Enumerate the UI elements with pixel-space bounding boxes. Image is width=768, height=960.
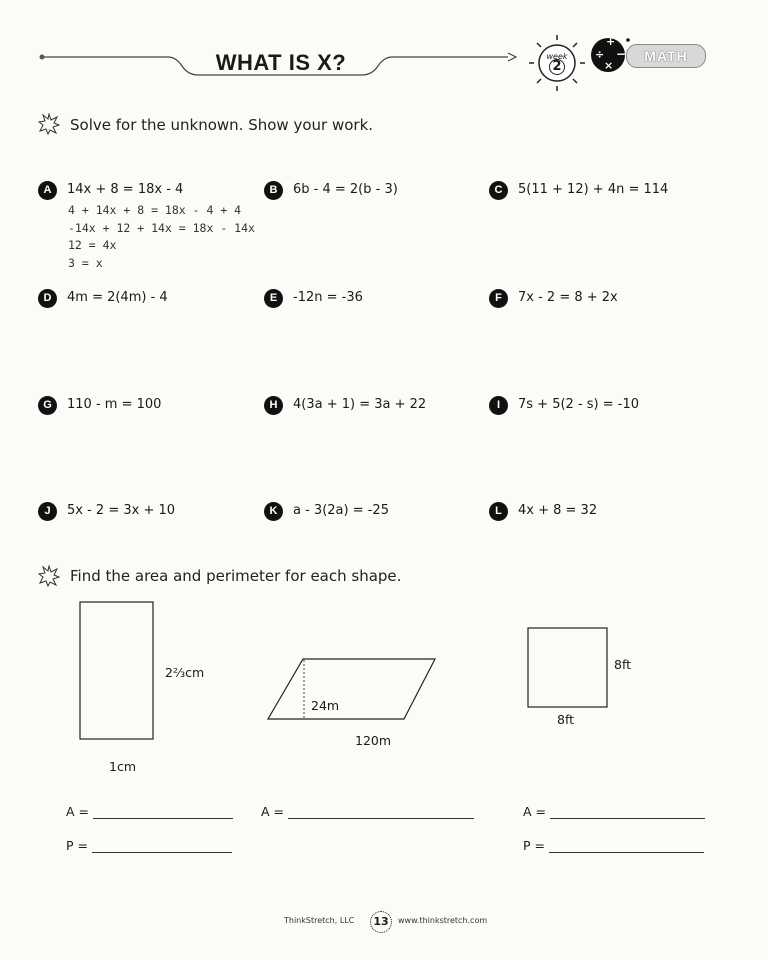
problem-equation: 4m = 2(4m) - 4: [67, 290, 168, 305]
problem-equation: a - 3(2a) = -25: [293, 503, 389, 518]
parallelogram-base-label: 120m: [355, 733, 392, 748]
problem-label: E: [264, 289, 283, 308]
problem-label: B: [264, 181, 283, 200]
work-line: -14x + 12 + 14x = 18x - 14x: [68, 220, 255, 235]
problem-label: L: [489, 502, 508, 521]
problem-label: H: [264, 396, 283, 415]
area-label: A =: [261, 804, 284, 819]
subject-badge: MATH: [626, 44, 706, 68]
problem-equation: 4x + 8 = 32: [518, 503, 598, 518]
problem-label: F: [489, 289, 508, 308]
svg-text:×: ×: [604, 59, 614, 72]
example-work: [68, 202, 255, 272]
section2-instruction: Find the area and perimeter for each shape.: [70, 567, 402, 585]
problem-equation: 5x - 2 = 3x + 10: [67, 503, 176, 518]
perimeter-label: P =: [66, 838, 88, 853]
problem-equation: 7s + 5(2 - s) = -10: [518, 397, 640, 412]
area-label: A =: [66, 804, 89, 819]
problem-equation: -12n = -36: [293, 290, 363, 305]
footer-website: www.thinkstretch.com: [398, 916, 488, 925]
problem-equation: 14x + 8 = 18x - 4: [67, 182, 184, 197]
answer-line[interactable]: [549, 840, 704, 853]
square-bottom-label: 8ft: [557, 712, 575, 727]
answer-line[interactable]: [550, 806, 705, 819]
problem-label: D: [38, 289, 57, 308]
problem-label: A: [38, 181, 57, 200]
problem-equation: 5(11 + 12) + 4n = 114: [518, 182, 669, 197]
answer-area-1[interactable]: [66, 804, 233, 819]
parallelogram-height-label: 24m: [311, 698, 340, 713]
answer-area-2[interactable]: [261, 804, 474, 819]
problem-equation: 7x - 2 = 8 + 2x: [518, 290, 618, 305]
work-line: 12 = 4x: [68, 238, 117, 252]
shapes-drawing: [0, 590, 768, 740]
parallelogram-shape: [268, 659, 435, 719]
problem-label: G: [38, 396, 57, 415]
problem-equation: 110 - m = 100: [67, 397, 162, 412]
answer-line[interactable]: [93, 806, 233, 819]
svg-text:−: −: [616, 47, 627, 61]
week-number: 2: [552, 59, 562, 74]
svg-text:÷: ÷: [595, 48, 605, 61]
answer-perimeter-3[interactable]: [523, 838, 704, 853]
rectangle-width-label: 1cm: [109, 759, 137, 774]
starburst-icon: [38, 113, 60, 135]
rectangle-shape: [80, 602, 153, 739]
answer-line[interactable]: [288, 806, 474, 819]
square-shape: [528, 628, 607, 707]
problem-label: J: [38, 502, 57, 521]
square-right-label: 8ft: [614, 657, 632, 672]
problem-label: K: [264, 502, 283, 521]
answer-perimeter-1[interactable]: [66, 838, 232, 853]
rectangle-height-label: 2⅔cm: [165, 665, 205, 680]
page-title: WHAT IS X?: [215, 50, 347, 75]
week-label: week: [546, 52, 568, 61]
footer-publisher: ThinkStretch, LLC: [284, 916, 355, 925]
problem-label: C: [489, 181, 508, 200]
section1-instruction: Solve for the unknown. Show your work.: [70, 116, 374, 134]
problem-equation: 6b - 4 = 2(b - 3): [293, 182, 398, 197]
perimeter-label: P =: [523, 838, 545, 853]
work-line: 3 = x: [68, 255, 103, 270]
starburst-icon: [38, 565, 60, 587]
problem-equation: 4(3a + 1) = 3a + 22: [293, 397, 427, 412]
problem-label: I: [489, 396, 508, 415]
svg-text:+: +: [606, 35, 616, 48]
page-number: 13: [370, 911, 392, 933]
answer-line[interactable]: [92, 840, 232, 853]
area-label: A =: [523, 804, 546, 819]
math-operations-icon: [591, 35, 630, 72]
answer-area-3[interactable]: [523, 804, 705, 819]
work-line: 4 + 14x + 8 = 18x - 4 + 4: [68, 203, 242, 217]
